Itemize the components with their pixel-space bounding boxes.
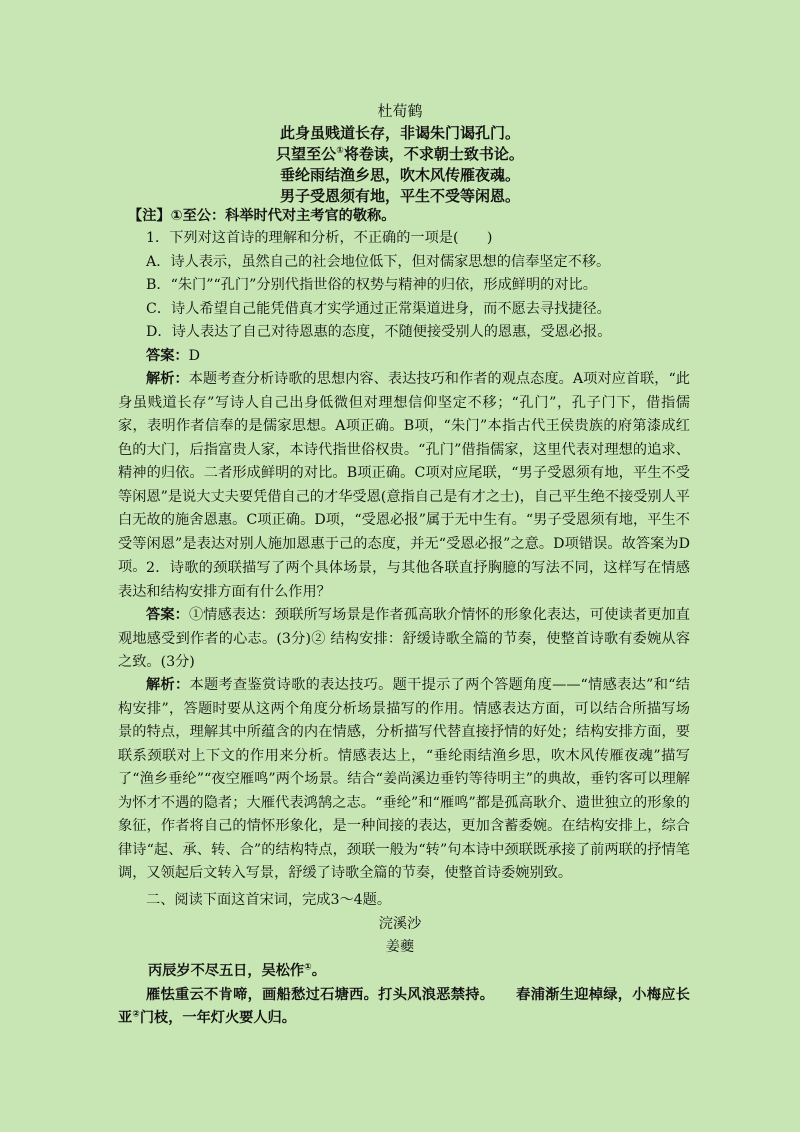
q2-analysis-text: 本题考查鉴赏诗歌的表达技巧。题干提示了两个答题角度——“情感表达”和“结构安排”，答题时要从这两个角度分析场景描写的作用。情感表达方面，可以结合所描写场景的特点，理解其中所蕴含的内在情感，分析描写代替直接抒情的好处；结构安排方面，要联系颈联对上下文的作用来分析。情感表达上，“垂纶雨结渔乡思，吹木风传雁夜魂”描写了“渔乡垂纶”“夜空雁鸣”两个场景。结合“姜尚溪边垂钓等待明主”的典故，垂钓客可以理解为怀才不遇的隐者；大雁代表鸿鹄之志。“垂纶”和“雁鸣”都是孤高耿介、遗世独立的形象的象征，作者将自己的情怀形象化，是一种间接的表达，更加含蓄委婉。在结构安排上，综合律诗“起、承、转、合”的结构特点，颈联一般为“转”句本诗中颈联既承接了前两联的抒情笔调，又领起后文转入写景，舒缓了诗歌全篇的节奏，使整首诗委婉别致。: [118, 677, 690, 881]
q2-analysis-label: 解析：: [146, 677, 190, 693]
poem1-line1: 此身虽贱道长存，非谒朱门谒孔门。: [279, 124, 520, 142]
poem1-line2b: 将卷读，不求朝士致书论。: [343, 145, 524, 163]
q2-answer-text: ①情感表达：颈联所写场景是作者孤高耿介情怀的形象化表达，可使读者更加直观地感受到作者的心志。(3分)② 结构安排：舒缓诗歌全篇的节奏，使整首诗歌有委婉从容之致。(3分): [118, 607, 690, 670]
q1-option-a: A．诗人表示，虽然自己的社会地位低下，但对儒家思想的信奉坚定不移。: [146, 254, 611, 270]
poem2-preface-text: 丙辰岁不尽五日，吴松作: [148, 963, 305, 979]
q1-option-d: D．诗人表达了自己对待恩惠的态度，不随便接受别人的恩惠，受恩必报。: [146, 324, 612, 340]
poem2-body-footnote: ②: [132, 1009, 140, 1020]
poem1-note: 【注】①至公：科举时代对主考官的敬称。: [128, 208, 396, 224]
poem2-body: [118, 984, 690, 1030]
q2-analysis: [118, 674, 690, 886]
q1-option-c: C．诗人希望自己能凭借真才实学通过正常渠道进身，而不愿去寻找捷径。: [146, 301, 611, 317]
q1-answer: [118, 345, 690, 369]
q1-analysis-label: 解析：: [146, 371, 189, 387]
q1-option-b: B．“朱门”“孔门”分别代指世俗的权势与精神的归依，形成鲜明的对比。: [146, 277, 597, 293]
q1-stem: 1．下列对这首诗的理解和分析，不正确的一项是( ): [146, 230, 493, 246]
q2-stem: 2．诗歌的颈联描写了两个具体场景，与其他各联直抒胸臆的写法不同，这样写在情感表达和结构安排方面有什么作用？: [118, 560, 690, 600]
q1-analysis: [118, 368, 690, 580]
poem1-line2: [0, 143, 800, 167]
q2-answer-label: 答案：: [146, 607, 189, 623]
poem2-body-a: 雁怯重云不肯啼，画船愁过石塘西。打头风浪恶禁持。 春浦渐生迎棹绿，小梅应长亚: [118, 987, 690, 1026]
poem1-line4: 男子受恩须有地，平生不受等闲恩。: [279, 187, 520, 205]
q1-answer-value: D: [188, 348, 200, 364]
poem2-preface: [148, 960, 688, 984]
poem1-line3: 垂纶雨结渔乡思，吹木风传雁夜魂。: [279, 166, 520, 184]
q2-answer: [118, 604, 690, 675]
poem2-body-b: 门枝，一年灯火要人归。: [139, 1010, 296, 1026]
q1-answer-label: 答案：: [146, 348, 189, 364]
poem2-author: 姜夔: [385, 939, 415, 955]
poem2-title: 浣溪沙: [378, 916, 422, 932]
section2-heading: 二、阅读下面这首宋词，完成3～4题。: [146, 892, 392, 908]
poem2-preface-footnote: ①: [304, 962, 312, 973]
poem2-preface-end: 。: [311, 963, 326, 979]
poem1-title: 杜荀鹤: [377, 102, 423, 120]
poem1-line2-footnote: ①: [336, 146, 344, 156]
poem1-line2a: 只望至公: [276, 145, 337, 163]
q1-analysis-text: 本题考查分析诗歌的思想内容、表达技巧和作者的观点态度。A项对应首联，“此身虽贱道长存”写诗人自己出身低微但对理想信仰坚定不移；“孔门”，孔子门下，借指儒家，表明作者信奉的是儒家思想。A项正确。B项，“朱门”本指古代王侯贵族的府第漆成红色的大门，后指富贵人家，本诗代指世俗权贵。“孔门”借指儒家，这里代表对理想的追求、精神的归依。二者形成鲜明的对比。B项正确。C项对应尾联，“男子受恩须有地，平生不受等闲恩”是说大丈夫要凭借自己的才华受恩(意指自己是有才之士)，自己平生绝不接受别人平白无故的施舍恩惠。C项正确。D项，“受恩必报”属于无中生有。“男子受恩须有地，平生不受等闲恩”是表达对别人施加恩惠于己的态度，并无“受恩必报”之意。D项错误。故答案为D项。: [118, 371, 690, 575]
